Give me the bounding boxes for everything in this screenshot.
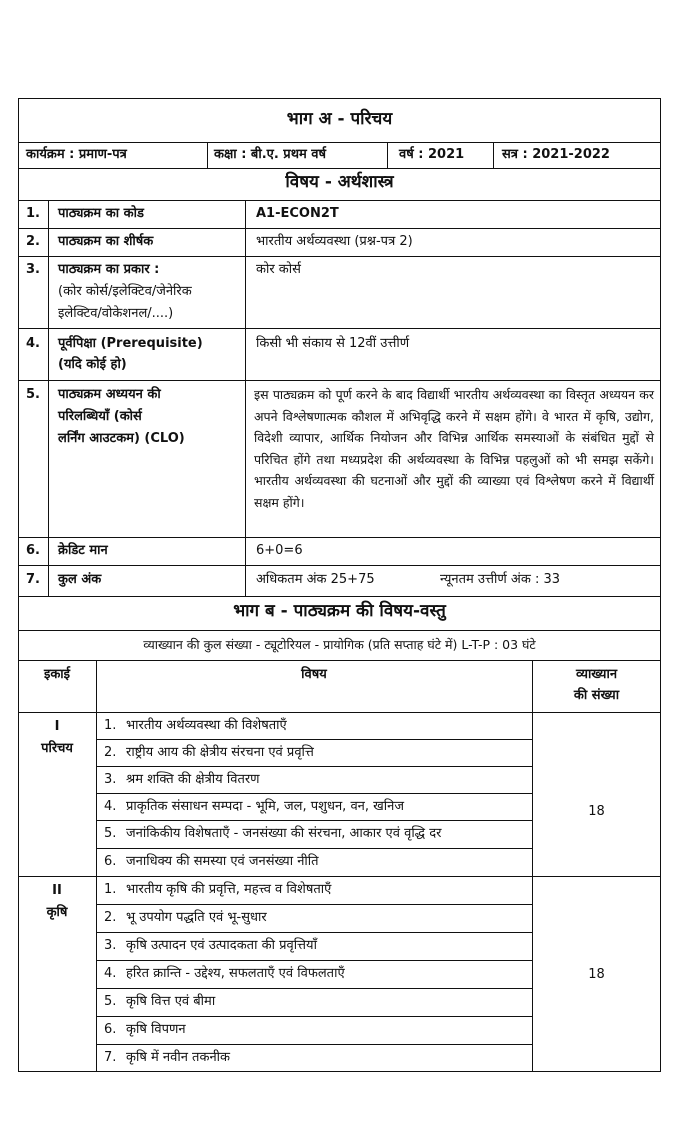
topic-item: भारतीय अर्थव्यवस्था की विशेषताएँ [126, 718, 287, 733]
course-title-value: भारतीय अर्थव्यवस्था (प्रश्न-पत्र 2) [256, 234, 413, 249]
topic-number: 2. [104, 745, 117, 760]
topic-item: कृषि वित्त एवं बीमा [126, 994, 216, 1009]
unit-lecture-count: 18 [588, 967, 605, 982]
part-a-title: भाग अ - परिचय [286, 109, 393, 129]
course-type-value: कोर कोर्स [256, 262, 301, 277]
prerequisite-value: किसी भी संकाय से 12वीं उत्तीर्ण [256, 336, 410, 351]
topic-number: 4. [104, 799, 117, 814]
topic-item: कृषि उत्पादन एवं उत्पादकता की प्रवृत्तियाँ [126, 938, 317, 953]
prerequisite-label: (यदि कोई हो) [58, 357, 127, 372]
unit-name: परिचय [41, 741, 73, 756]
topic-number: 3. [104, 772, 117, 787]
topic-item: भू उपयोग पद्धति एवं भू-सुधार [126, 910, 267, 925]
row-number: 3. [26, 262, 40, 277]
course-code-label: पाठ्यक्रम का कोड [58, 206, 144, 221]
clo-label: पाठ्यक्रम अध्ययन की [58, 387, 161, 402]
program-field: कार्यक्रम : प्रमाण-पत्र [26, 147, 127, 162]
course-title-label: पाठ्यक्रम का शीर्षक [58, 234, 154, 249]
year-field: वर्ष : 2021 [399, 147, 465, 162]
topic-number: 2. [104, 910, 117, 925]
topic-item: भारतीय कृषि की प्रवृत्ति, महत्त्व व विशेषताएँ [126, 882, 332, 897]
max-marks-value: अधिकतम अंक 25+75 [256, 572, 375, 587]
topic-item: जनाधिक्य की समस्या एवं जनसंख्या नीति [126, 854, 319, 869]
topic-item: हरित क्रान्ति - उद्देश्य, सफलताएँ एवं विफलताएँ [126, 966, 345, 981]
topic-number: 5. [104, 826, 117, 841]
part-b-title: भाग ब - पाठ्यक्रम की विषय-वस्तु [233, 601, 446, 621]
topic-item: राष्ट्रीय आय की क्षेत्रीय संरचना एवं प्रवृत्ति [126, 745, 314, 760]
clo-label: परिलब्धियाँ (कोर्स [58, 409, 142, 424]
topic-number: 3. [104, 938, 117, 953]
row-number: 4. [26, 336, 40, 351]
credit-label: क्रेडिट मान [58, 543, 108, 558]
class-field: कक्षा : बी.ए. प्रथम वर्ष [214, 147, 327, 162]
row-number: 5. [26, 387, 40, 402]
course-type-label: (कोर कोर्स/इलेक्टिव/जेनेरिक [58, 284, 192, 299]
row-number: 1. [26, 206, 40, 221]
topic-number: 6. [104, 1022, 117, 1037]
topic-number: 5. [104, 994, 117, 1009]
topic-number: 1. [104, 882, 117, 897]
topic-number: 4. [104, 966, 117, 981]
unit-number: I [54, 719, 60, 734]
row-number: 7. [26, 572, 40, 587]
topic-number: 6. [104, 854, 117, 869]
row-number: 6. [26, 543, 40, 558]
prerequisite-label: पूर्वपिक्षा (Prerequisite) [58, 336, 203, 351]
row-number: 2. [26, 234, 40, 249]
min-marks-value: न्यूनतम उत्तीर्ण अंक : 33 [440, 572, 561, 587]
clo-label: लर्निंग आउटकम) (CLO) [58, 431, 185, 446]
topic-item: श्रम शक्ति की क्षेत्रीय वितरण [126, 772, 260, 787]
course-type-label: पाठ्यक्रम का प्रकार : [58, 262, 160, 277]
topic-item: कृषि विपणन [126, 1022, 186, 1037]
unit-lecture-count: 18 [588, 804, 605, 819]
lecture-hours-line: व्याख्यान की कुल संख्या - ट्यूटोरियल - प्रायोगिक (प्रति सप्ताह घंटे में) L-T-P : 03 घंटे [143, 637, 536, 652]
session-field: सत्र : 2021-2022 [502, 147, 610, 162]
unit-column-header: इकाई [43, 667, 71, 682]
topic-number: 7. [104, 1050, 117, 1065]
total-marks-label: कुल अंक [58, 572, 102, 587]
lectures-column-header: व्याख्यान [575, 667, 618, 682]
unit-name: कृषि [46, 905, 68, 920]
clo-description: इस पाठ्यक्रम को पूर्ण करने के बाद विद्यार्थी भारतीय अर्थव्यवस्था का विस्तृत अध्ययन कर अपने विश्लेषणात्मक कौशल में अभिवृद्धि करने में सक्षम होंगे। वे भारत में कृषि, उद्योग, विदेशी व्यापार, आर्थिक नियोजन और विभिन्न आर्थिक समस्याओं के संबंधित मुद्दों से परिचित होंगे तथा मध्यप्रदेश की अर्थव्यवस्था के विभिन्न पहलुओं को भी समझ सकेंगे। भारतीय अर्थव्यवस्था की घटनाओं और मुद्दों की व्याख्या एवं विश्लेषण करने में विद्यार्थी सक्षम होंगे। [254, 387, 654, 510]
topic-item: जनांकिकीय विशेषताएँ - जनसंख्या की संरचना, आकार एवं वृद्धि दर [126, 826, 442, 841]
lectures-column-header: की संख्या [573, 688, 620, 703]
credit-value: 6+0=6 [256, 543, 303, 558]
course-type-label: इलेक्टिव/वोकेशनल/....) [58, 306, 174, 321]
course-code-value: A1-ECON2T [256, 206, 339, 221]
topic-number: 1. [104, 718, 117, 733]
topic-column-header: विषय [301, 667, 327, 682]
topic-item: कृषि में नवीन तकनीक [126, 1050, 231, 1065]
topic-item: प्राकृतिक संसाधन सम्पदा - भूमि, जल, पशुधन, वन, खनिज [126, 799, 405, 814]
unit-number: II [52, 883, 62, 898]
subject-heading: विषय - अर्थशास्त्र [285, 172, 394, 192]
